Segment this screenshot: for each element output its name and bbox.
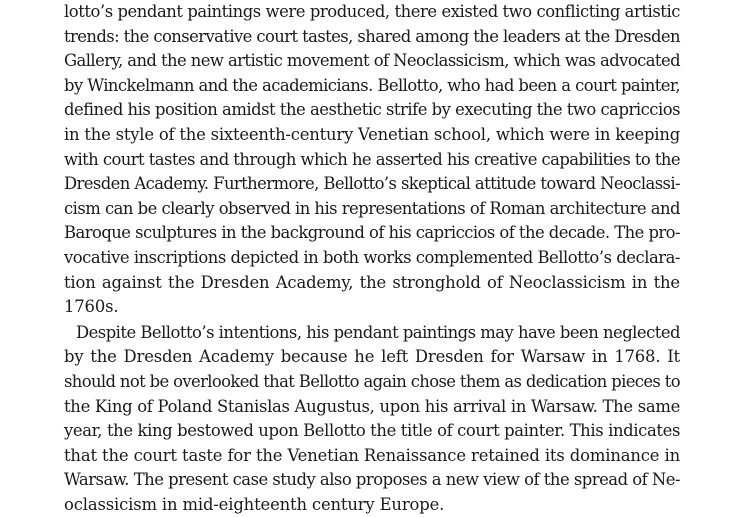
text-line: Gallery, and the new artistic movement of Neoclassicism, which was advocated [64,51,680,71]
text-line: the King of Poland Stanislas Augustus, upon his arrival in Warsaw. The same [64,396,680,416]
text-line: by Winckelmann and the academicians. Bellotto, who had been a court painter, [64,75,680,95]
text-line: trends: the conservative court tastes, shared among the leaders at the Dresden [64,26,680,46]
text-line: year, the king bestowed upon Bellotto the title of court painter. This indicates [64,421,680,441]
text-line: by the Dresden Academy because he left Dresden for Warsaw in 1768. It [64,347,680,367]
document-page [64,0,680,517]
text-line: tion against the Dresden Academy, the stronghold of Neoclassicism in the [64,272,680,292]
text-line: defined his position amidst the aesthetic strife by executing the two capriccios [64,100,680,120]
text-line: lotto’s pendant paintings were produced, there existed two conflicting artistic [64,2,680,21]
paragraph-1 [64,0,680,320]
text-line: oclassicism in mid-eighteenth century Europe. [64,494,445,514]
text-line: with court tastes and through which he asserted his creative capabilities to the [64,149,680,169]
text-line: Warsaw. The present case study also proposes a new view of the spread of Ne- [64,470,680,490]
text-line: in the style of the sixteenth-century Venetian school, which were in keeping [64,124,680,144]
text-line: that the court taste for the Venetian Renaissance retained its dominance in [64,445,680,465]
text-line: should not be overlooked that Bellotto again chose them as dedication pieces to [64,371,680,391]
text-line: Despite Bellotto’s intentions, his pendant paintings may have been neglected [76,322,680,342]
text-line: 1760s. [64,297,119,317]
paragraph-2 [64,321,680,517]
text-line: Dresden Academy. Furthermore, Bellotto’s skeptical attitude toward Neoclassi- [64,174,680,194]
text-line: Baroque sculptures in the background of his capriccios of the decade. The pro- [64,223,680,243]
text-line: vocative inscriptions depicted in both works complemented Bellotto’s declara- [64,247,680,267]
text-line: cism can be clearly observed in his representations of Roman architecture and [64,198,680,218]
